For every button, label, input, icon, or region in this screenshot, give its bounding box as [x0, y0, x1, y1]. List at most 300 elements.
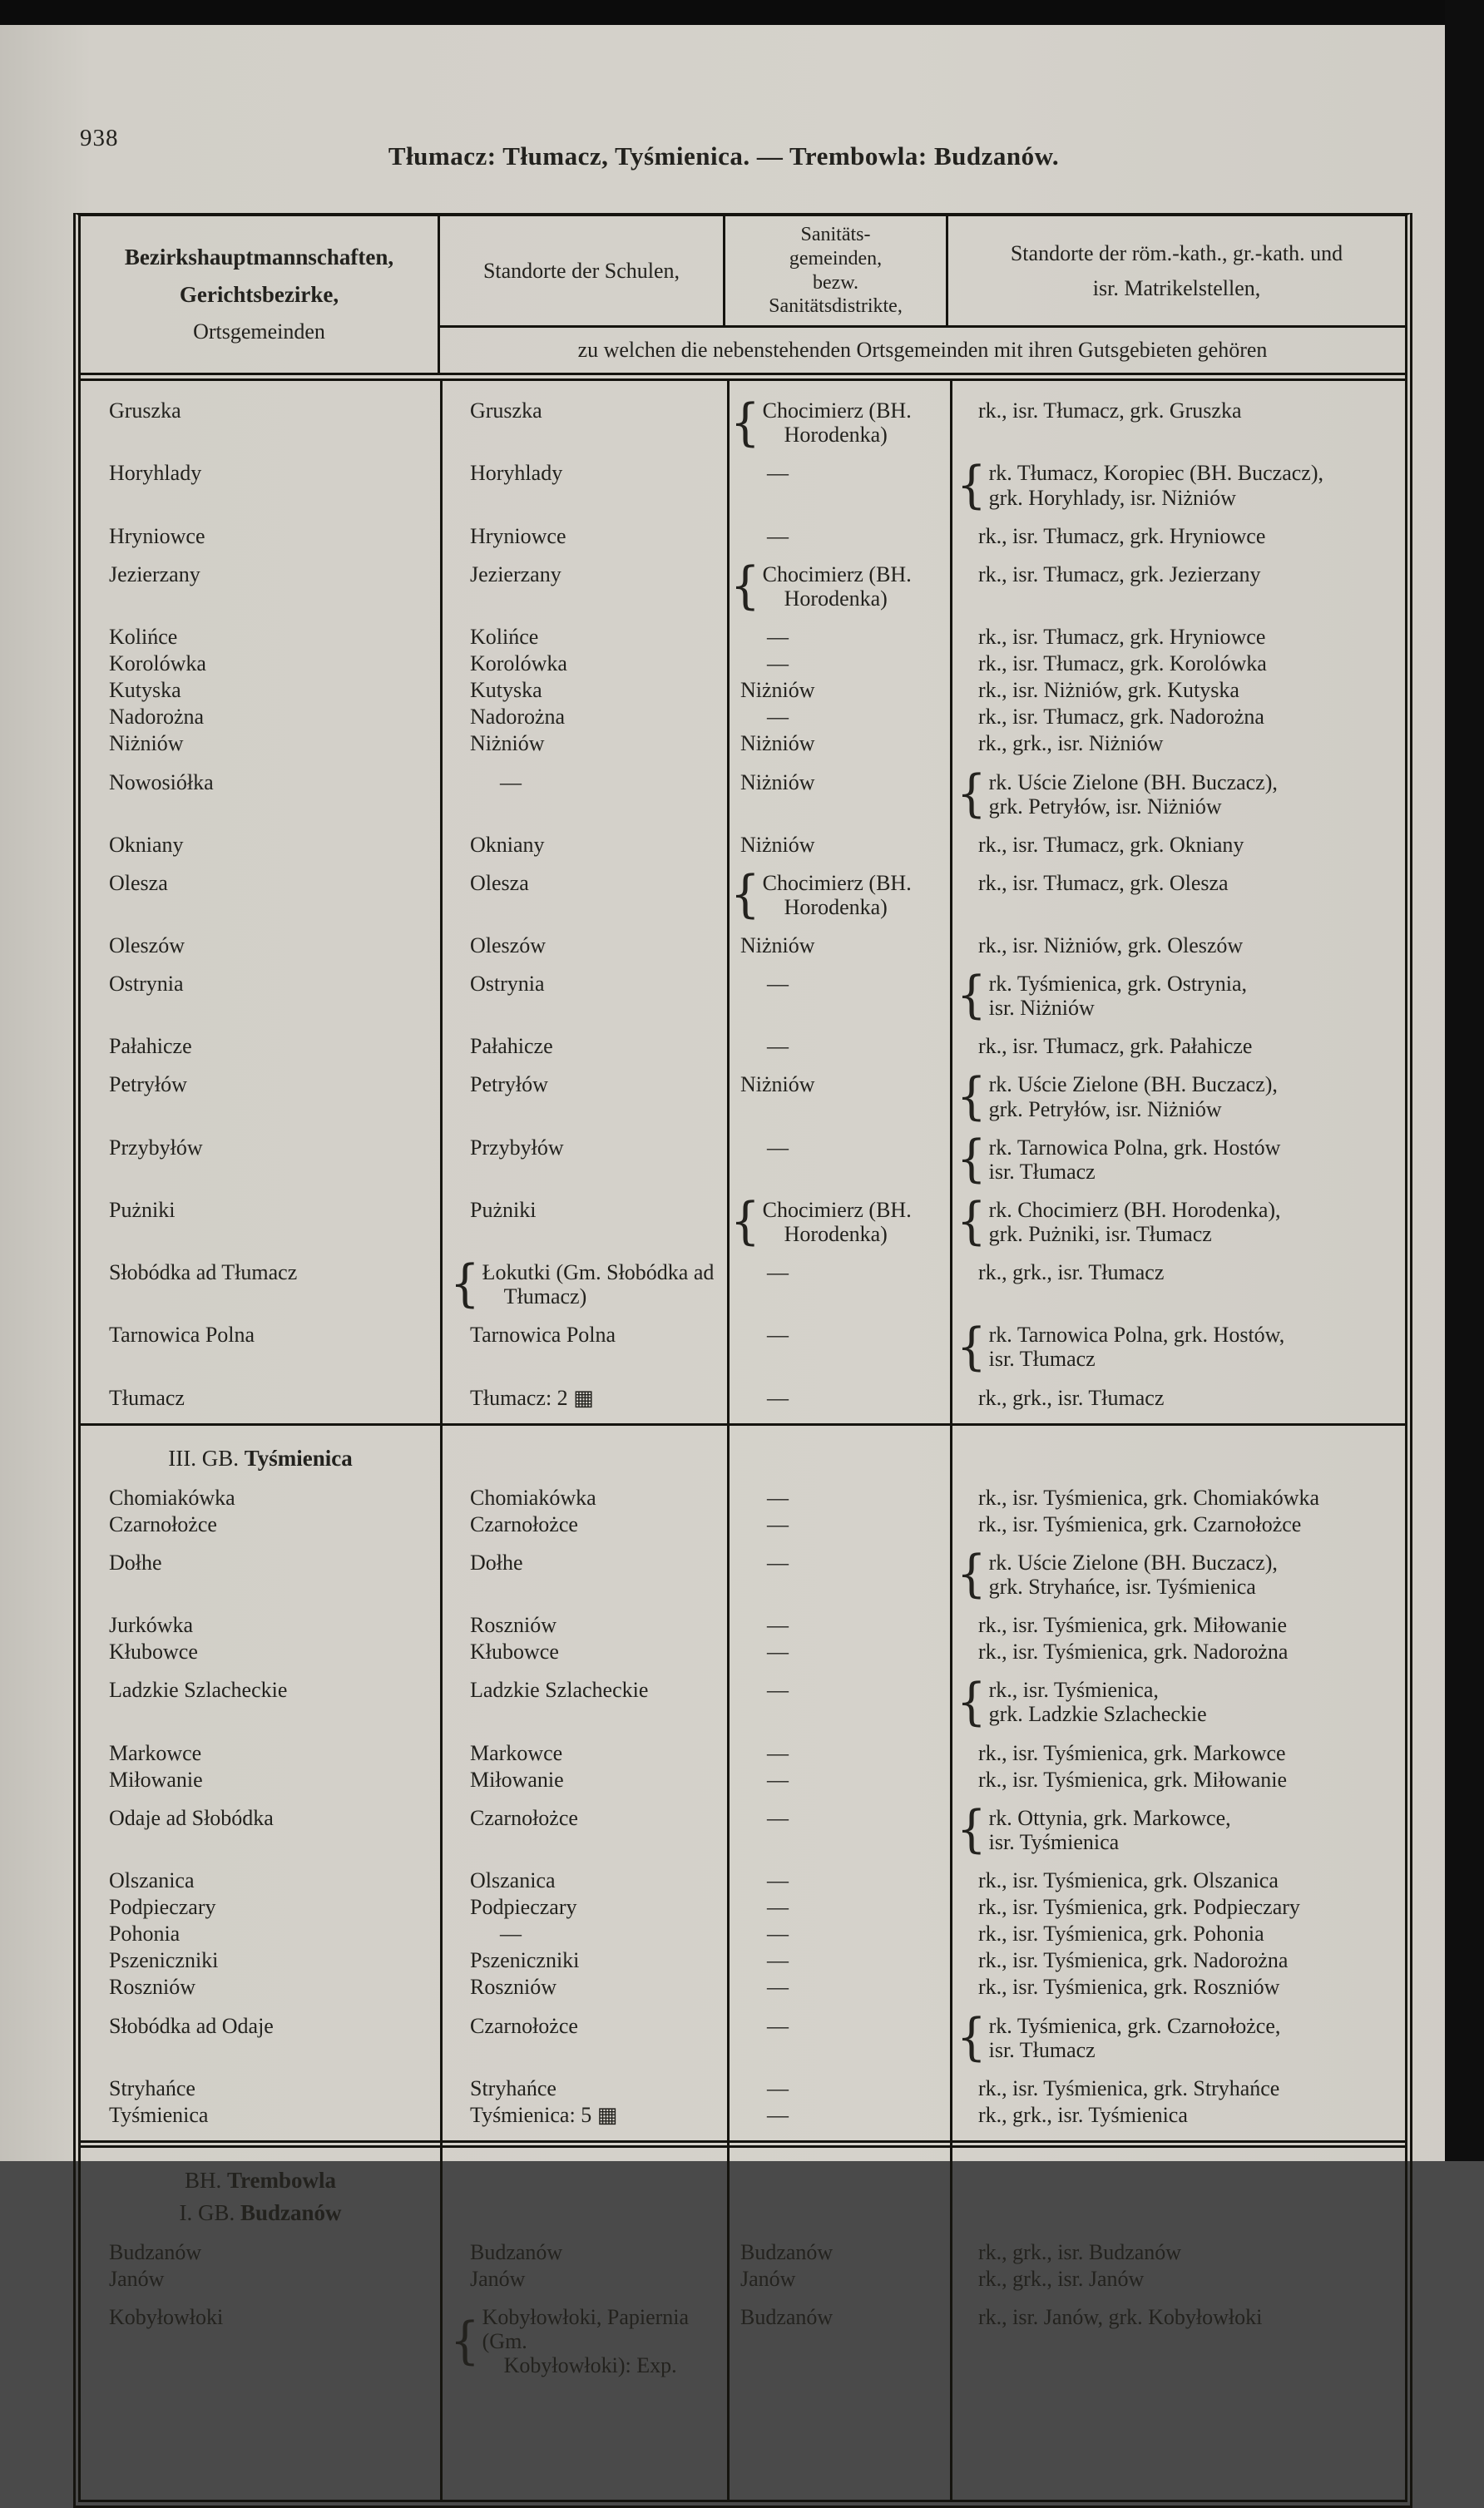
cell-text: rk., grk., isr. Tłumacz: [978, 1385, 1165, 1410]
section-heading: [81, 2161, 440, 2194]
cell-text: rk., isr. Tłumacz, grk. Pałahicze: [978, 1034, 1253, 1059]
empty-dash: —: [767, 1260, 789, 1285]
entry-line: isr. Niżniów: [988, 996, 1095, 1021]
table-row: [81, 1510, 1405, 1536]
cell-text: Olesza: [109, 870, 168, 895]
table-section: [81, 2140, 1405, 2392]
cell-text: Pohonia: [109, 1922, 181, 1947]
table-row: [81, 1246, 1405, 1314]
empty-dash: —: [767, 1868, 789, 1892]
cell-text: Niżniów: [740, 731, 815, 756]
cell-text: Ladzkie Szlacheckie: [109, 1678, 288, 1703]
cell-schule: [440, 1975, 727, 1999]
table-row: [81, 1308, 1405, 1377]
cell-matrikel: [950, 2240, 1405, 2264]
brace-glyph: {: [450, 1254, 480, 1314]
cell-ortsgemeinde: [81, 1678, 440, 1702]
empty-dash: —: [767, 1895, 789, 1920]
cell-text: Ostrynia: [470, 972, 545, 997]
empty-dash: —: [767, 523, 789, 548]
entry-line: isr. Tłumacz: [988, 1159, 1096, 1184]
entry-line: rk. Ottynia, grk. Markowce,: [988, 1805, 1231, 1830]
empty-dash: —: [767, 1767, 789, 1792]
cell-text: Kutyska: [470, 678, 542, 703]
cell-text: Oleszów: [470, 933, 546, 958]
cell-text: Podpieczary: [109, 1895, 216, 1920]
cell-text: Dołhe: [470, 1550, 523, 1575]
cell-text: Horyhlady: [470, 461, 563, 486]
cell-matrikel: [950, 1386, 1405, 1410]
cell-text: rk., isr. Tłumacz, grk. Hryniowce: [978, 523, 1266, 548]
cell-matrikel: [950, 966, 1405, 1026]
cell-ortsgemeinde: [81, 2014, 440, 2038]
table-row: [81, 1020, 1405, 1058]
cell-schule: [440, 2014, 727, 2038]
cell-schule: [440, 705, 727, 729]
section-heading-name: Budzanów: [240, 2199, 342, 2225]
cell-matrikel: [950, 1868, 1405, 1892]
cell-matrikel: [950, 1895, 1405, 1919]
cell-sanitaet: [727, 1323, 950, 1347]
cell-text: Roszniów: [470, 1613, 556, 1638]
entry-line: Horodenka): [784, 586, 888, 611]
brace-glyph: {: [730, 557, 760, 616]
braced-entry: [957, 1545, 1278, 1604]
cell-text: Korolówka: [470, 651, 567, 676]
cell-text: Hryniowce: [109, 523, 205, 548]
table-row: [81, 1919, 1405, 1946]
cell-schule: [440, 625, 727, 649]
cell-schule: [440, 1640, 727, 1664]
empty-dash: —: [767, 2013, 789, 2038]
cell-sanitaet: [727, 865, 950, 924]
cell-matrikel: [950, 2305, 1405, 2329]
brace-glyph: {: [957, 1067, 987, 1126]
braced-entry: [730, 393, 912, 453]
cell-ortsgemeinde: [81, 1512, 440, 1536]
entry-line: grk. Petryłów, isr. Niżniów: [988, 1096, 1222, 1121]
cell-matrikel: [950, 651, 1405, 675]
empty-dash: —: [767, 1975, 789, 2000]
cell-text: Nowosiółka: [109, 769, 214, 794]
section-headings: [81, 1429, 1405, 1472]
table-row: [81, 510, 1405, 548]
header-cells: [440, 216, 1405, 328]
header-sanitaet: [725, 216, 948, 325]
cell-text: Tłumacz: 2 ▦: [470, 1385, 594, 1410]
cell-text: Czarnołożce: [109, 1511, 217, 1536]
entry-line: rk. Uście Zielone (BH. Buczacz),: [988, 769, 1278, 794]
entry-line: grk. Pużniki, isr. Tłumacz: [988, 1222, 1212, 1247]
cell-matrikel: [950, 1545, 1405, 1604]
cell-text: Pużniki: [109, 1197, 176, 1222]
header-line: isr. Matrikelstellen,: [1092, 275, 1261, 300]
empty-dash: —: [767, 1805, 789, 1830]
cell-schule: [440, 1806, 727, 1830]
cell-sanitaet: [727, 557, 950, 616]
cell-text: Miłowanie: [470, 1767, 564, 1792]
brace-glyph: {: [730, 393, 760, 453]
entry-line: Horodenka): [784, 894, 888, 919]
cell-matrikel: [950, 871, 1405, 895]
table-row: [81, 548, 1405, 616]
cell-text: Pałahicze: [109, 1034, 192, 1059]
table-row: [81, 957, 1405, 1026]
cell-schule: [440, 2267, 727, 2291]
cell-schule: [440, 933, 727, 957]
braced-entry: [957, 1673, 1207, 1732]
cell-matrikel: [950, 1130, 1405, 1189]
empty-dash: —: [767, 651, 789, 676]
scan-edge-top: [0, 0, 1484, 25]
cell-text: rk., isr. Tyśmienica, grk. Miłowanie: [978, 1767, 1288, 1792]
cell-sanitaet: [727, 833, 950, 857]
entry-line: rk. Chocimierz (BH. Horodenka),: [988, 1197, 1281, 1222]
table-body: [81, 381, 1405, 2499]
cell-text: Kobyłowłoki: [109, 2305, 224, 2330]
cell-text: Chomiakówka: [470, 1485, 596, 1510]
table-row: [81, 1972, 1405, 1999]
cell-ortsgemeinde: [81, 1613, 440, 1637]
table-row: [81, 1664, 1405, 1732]
cell-text: Budzanów: [109, 2239, 202, 2264]
brace-glyph: {: [957, 1318, 987, 1377]
entry-line: Kobyłowłoki): Exp.: [503, 2353, 677, 2378]
entry-line: rk., isr. Tyśmienica,: [988, 1678, 1159, 1703]
cell-text: Tarnowica Polna: [109, 1323, 255, 1348]
table-row: [81, 729, 1405, 755]
cell-text: Petryłów: [109, 1072, 187, 1097]
braced-entry: [450, 1254, 715, 1314]
cell-schule: [440, 731, 727, 755]
cell-matrikel: [950, 2103, 1405, 2127]
empty-dash: —: [767, 1640, 789, 1665]
cell-text: Ladzkie Szlacheckie: [470, 1678, 649, 1703]
cell-matrikel: [950, 678, 1405, 702]
cell-text: rk., isr. Tłumacz, grk. Olesza: [978, 870, 1229, 895]
cell-ortsgemeinde: [81, 933, 440, 957]
empty-dash: —: [767, 972, 789, 997]
cell-sanitaet: [727, 2305, 950, 2329]
header-line: Sanitätsdistrikte,: [769, 295, 903, 318]
cell-sanitaet: [727, 1640, 950, 1664]
cell-text: rk., isr. Tyśmienica, grk. Olszanica: [978, 1868, 1279, 1892]
cell-schule: [440, 1034, 727, 1058]
cell-text: Roszniów: [109, 1975, 195, 2000]
table-row: [81, 756, 1405, 824]
cell-schule: [440, 1613, 727, 1637]
cell-schule: [440, 524, 727, 548]
cell-sanitaet: [727, 1741, 950, 1765]
table-row: [81, 649, 1405, 675]
cell-text: Okniany: [470, 832, 545, 857]
cell-text: rk., isr. Tyśmienica, grk. Nadorożna: [978, 1948, 1289, 1973]
header-line: gemeinden,: [789, 247, 883, 270]
cell-matrikel: [950, 1318, 1405, 1377]
cell-sanitaet: [727, 678, 950, 702]
cell-text: Kłubowce: [109, 1640, 198, 1665]
entry-line: rk. Tarnowica Polna, grk. Hostów,: [988, 1323, 1285, 1348]
cell-sanitaet: [727, 2267, 950, 2291]
cell-matrikel: [950, 1067, 1405, 1126]
brace-glyph: {: [730, 1192, 760, 1251]
cell-sanitaet: [727, 1260, 950, 1284]
table-row: [81, 1472, 1405, 1510]
cell-sanitaet: [727, 1613, 950, 1637]
cell-sanitaet: [727, 2240, 950, 2264]
cell-ortsgemeinde: [81, 833, 440, 857]
cell-ortsgemeinde: [81, 1034, 440, 1058]
cell-text: Roszniów: [470, 1975, 556, 2000]
empty-dash: —: [767, 2102, 789, 2127]
cell-ortsgemeinde: [81, 1741, 440, 1765]
cell-sanitaet: [727, 1512, 950, 1536]
entry-lines: [989, 1072, 1278, 1120]
cell-ortsgemeinde: [81, 770, 440, 794]
cell-matrikel: [950, 2008, 1405, 2067]
cell-ortsgemeinde: [81, 625, 440, 649]
entry-lines: [763, 1198, 912, 1246]
cell-text: Czarnołożce: [470, 1805, 578, 1830]
cell-text: Kolińce: [109, 624, 178, 649]
cell-text: rk., grk., isr. Janów: [978, 2267, 1145, 2292]
cell-sanitaet: [727, 1922, 950, 1946]
brace-glyph: {: [450, 2312, 480, 2371]
cell-ortsgemeinde: [81, 1072, 440, 1096]
cell-matrikel: [950, 1768, 1405, 1792]
entry-line: Chocimierz (BH.: [762, 1197, 912, 1222]
cell-ortsgemeinde: [81, 2267, 440, 2291]
brace-glyph: {: [730, 865, 760, 924]
cell-schule: [440, 1254, 727, 1314]
cell-schule: [440, 1895, 727, 1919]
header-matrikelstellen: [948, 216, 1405, 325]
page-number: 938: [80, 125, 119, 151]
cell-text: Horyhlady: [109, 461, 202, 486]
cell-text: Pużniki: [470, 1197, 537, 1222]
cell-text: Tarnowica Polna: [470, 1323, 616, 1348]
cell-sanitaet: [727, 1386, 950, 1410]
cell-text: Gruszka: [109, 398, 181, 423]
scan-edge-right: [1445, 0, 1484, 2161]
section-heading-prefix: I. GB.: [179, 2199, 240, 2225]
cell-sanitaet: [727, 1034, 950, 1058]
gazetteer-table: [73, 213, 1412, 2508]
table-row: [81, 1536, 1405, 1604]
table-row: [81, 447, 1405, 515]
table-row: [81, 1058, 1405, 1126]
cell-sanitaet: [727, 1486, 950, 1510]
cell-sanitaet: [727, 461, 950, 485]
column-divider: [727, 381, 730, 2499]
empty-dash: —: [767, 624, 789, 649]
cell-schule: [440, 1741, 727, 1765]
entry-lines: [989, 1135, 1281, 1184]
entry-lines: [989, 461, 1323, 509]
braced-entry: [957, 1318, 1285, 1377]
section-heading-name: Tyśmienica: [244, 1445, 353, 1471]
cell-text: rk., isr. Tyśmienica, grk. Roszniów: [978, 1975, 1280, 2000]
header-line: bezw.: [812, 271, 859, 294]
cell-schule: [440, 1072, 727, 1096]
cell-text: Niżniów: [470, 731, 545, 756]
empty-dash: —: [767, 1323, 789, 1348]
cell-text: Gruszka: [470, 398, 542, 423]
empty-dash: —: [767, 1511, 789, 1536]
cell-text: Nadorożna: [470, 705, 566, 730]
cell-text: Olszanica: [470, 1868, 556, 1892]
cell-sanitaet: [727, 1948, 950, 1972]
header-subnote: zu welchen die nebenstehenden Ortsgemeinden mit ihren Gutsgebieten gehören: [577, 338, 1268, 363]
cell-ortsgemeinde: [81, 972, 440, 996]
cell-sanitaet: [727, 1806, 950, 1830]
cell-text: rk., isr. Tłumacz, grk. Korolówka: [978, 651, 1267, 676]
cell-text: Niżniów: [740, 1072, 815, 1097]
cell-text: rk., isr. Tłumacz, grk. Hryniowce: [978, 624, 1266, 649]
braced-entry: [957, 966, 1248, 1026]
header-line: Bezirkshauptmannschaften,: [124, 245, 394, 270]
braced-entry: [957, 456, 1323, 515]
table-row: [81, 1946, 1405, 1972]
cell-schule: [440, 2103, 727, 2127]
cell-text: Czarnołożce: [470, 1511, 578, 1536]
table-section: [81, 1423, 1405, 2140]
cell-text: Przybyłów: [470, 1135, 564, 1160]
braced-entry: [957, 2008, 1281, 2067]
cell-ortsgemeinde: [81, 1806, 440, 1830]
cell-text: Słobódka ad Tłumacz: [109, 1260, 298, 1285]
cell-text: Nadorożna: [109, 705, 205, 730]
cell-ortsgemeinde: [81, 705, 440, 729]
empty-dash: —: [767, 1948, 789, 1973]
cell-text: Olesza: [470, 870, 529, 895]
cell-text: Petryłów: [470, 1072, 548, 1097]
cell-sanitaet: [727, 705, 950, 729]
cell-text: Budzanów: [470, 2239, 563, 2264]
empty-dash: —: [767, 1135, 789, 1160]
entry-lines: [482, 1260, 715, 1308]
cell-text: rk., isr. Janów, grk. Kobyłowłoki: [978, 2305, 1263, 2330]
entry-line: rk. Tyśmienica, grk. Ostrynia,: [988, 972, 1248, 997]
cell-text: Odaje ad Słobódka: [109, 1805, 274, 1830]
table-row: [81, 1765, 1405, 1792]
cell-sanitaet: [727, 2103, 950, 2127]
entry-line: Horodenka): [784, 1222, 888, 1247]
cell-ortsgemeinde: [81, 1386, 440, 1410]
cell-text: Stryhańce: [470, 2075, 556, 2100]
section-heading-prefix: BH.: [184, 2167, 227, 2193]
header-line: Standorte der röm.-kath., gr.-kath. und: [1010, 240, 1343, 265]
cell-text: Kłubowce: [470, 1640, 559, 1665]
cell-ortsgemeinde: [81, 1922, 440, 1946]
cell-schule: [440, 1922, 727, 1946]
cell-matrikel: [950, 1741, 1405, 1765]
entry-line: Horodenka): [784, 423, 888, 448]
cell-matrikel: [950, 1192, 1405, 1251]
cell-matrikel: [950, 1673, 1405, 1732]
cell-text: Jezierzany: [470, 561, 561, 586]
cell-sanitaet: [727, 1895, 950, 1919]
cell-text: Pałahicze: [470, 1034, 553, 1059]
table-row: [81, 2100, 1405, 2127]
table-row: [81, 1599, 1405, 1637]
table-row: [81, 857, 1405, 924]
header-line: Sanitäts-: [800, 224, 871, 245]
cell-text: Pszeniczniki: [109, 1948, 219, 1973]
cell-schule: [440, 1768, 727, 1792]
entry-lines: [989, 1551, 1278, 1599]
cell-schule: [440, 871, 727, 895]
cell-ortsgemeinde: [81, 524, 440, 548]
cell-sanitaet: [727, 1192, 950, 1251]
section-headings: [81, 2151, 1405, 2226]
table-section: [81, 381, 1405, 1423]
cell-text: Słobódka ad Odaje: [109, 2013, 274, 2038]
cell-sanitaet: [727, 1768, 950, 1792]
header-right-block: [440, 216, 1405, 373]
cell-text: Przybyłów: [109, 1135, 203, 1160]
cell-ortsgemeinde: [81, 651, 440, 675]
empty-dash: —: [767, 1550, 789, 1575]
cell-matrikel: [950, 1975, 1405, 1999]
empty-dash: —: [767, 705, 789, 730]
entry-line: Tłumacz): [503, 1284, 587, 1309]
cell-text: Olszanica: [109, 1868, 195, 1892]
cell-text: Kutyska: [109, 678, 181, 703]
header-line: Ortsgemeinden: [193, 319, 325, 344]
cell-text: Tłumacz: [109, 1385, 185, 1410]
cell-sanitaet: [727, 933, 950, 957]
empty-dash: —: [767, 1613, 789, 1638]
cell-schule: [440, 2305, 727, 2377]
table-row: [81, 1727, 1405, 1765]
cell-text: rk., isr. Tyśmienica, grk. Czarnołożce: [978, 1511, 1302, 1536]
cell-text: rk., grk., isr. Tyśmienica: [978, 2102, 1188, 2127]
brace-glyph: {: [957, 1192, 987, 1251]
cell-schule: [440, 1135, 727, 1160]
entry-line: Chocimierz (BH.: [762, 398, 912, 423]
entry-line: rk. Uście Zielone (BH. Buczacz),: [988, 1550, 1278, 1575]
empty-dash: —: [500, 1922, 522, 1947]
brace-glyph: {: [957, 1545, 987, 1604]
entry-lines: [989, 972, 1247, 1020]
cell-text: Niżniów: [740, 678, 815, 703]
cell-matrikel: [950, 1640, 1405, 1664]
cell-sanitaet: [727, 2076, 950, 2100]
table-row: [81, 702, 1405, 729]
cell-text: Podpieczary: [470, 1895, 577, 1920]
column-divider: [950, 381, 952, 2499]
cell-ortsgemeinde: [81, 2305, 440, 2329]
entry-line: isr. Tyśmienica: [988, 1829, 1120, 1854]
cell-schule: [440, 1386, 727, 1410]
entry-line: isr. Tłumacz: [988, 2037, 1096, 2062]
entry-line: grk. Ladzkie Szlacheckie: [988, 1702, 1207, 1727]
header-line: Gerichtsbezirke,: [179, 282, 339, 308]
cell-matrikel: [950, 2076, 1405, 2100]
cell-text: rk., isr. Tyśmienica, grk. Markowce: [978, 1740, 1286, 1765]
entry-lines: [763, 398, 912, 447]
cell-text: Niżniów: [109, 731, 184, 756]
cell-text: rk., isr. Niżniów, grk. Oleszów: [978, 933, 1244, 958]
cell-text: rk., isr. Tyśmienica, grk. Miłowanie: [978, 1613, 1288, 1638]
cell-sanitaet: [727, 1551, 950, 1575]
entry-lines: [989, 1678, 1207, 1726]
section-heading-name: Trembowla: [227, 2167, 336, 2193]
cell-schule: [440, 1486, 727, 1510]
cell-ortsgemeinde: [81, 1895, 440, 1919]
cell-text: Tyśmienica: [109, 2102, 209, 2127]
